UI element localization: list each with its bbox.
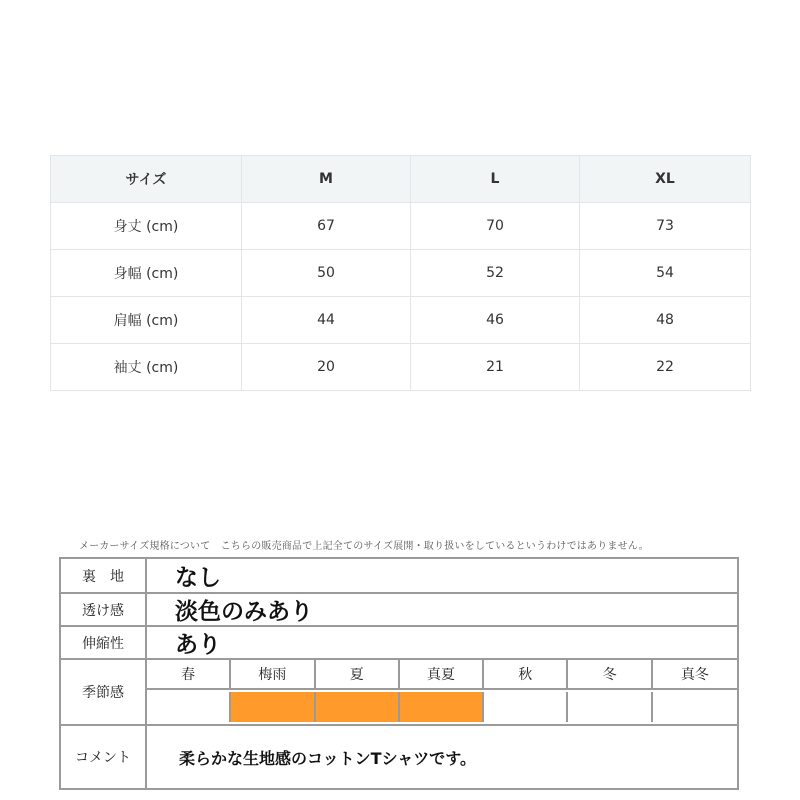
season-col-rainy: 梅雨 bbox=[231, 660, 315, 690]
measure-label: 袖丈 (cm) bbox=[51, 344, 242, 391]
season-cell-midwinter bbox=[653, 692, 737, 722]
comment-label: コメント bbox=[61, 726, 147, 788]
season-col-summer: 夏 bbox=[316, 660, 400, 690]
product-attributes-table bbox=[59, 557, 739, 790]
season-grid bbox=[147, 660, 737, 724]
season-cell-rainy bbox=[231, 692, 315, 722]
table-cell: 46 bbox=[411, 297, 580, 344]
measure-label: 身幅 (cm) bbox=[51, 250, 242, 297]
season-col-spring: 春 bbox=[147, 660, 231, 690]
sheer-label: 透け感 bbox=[61, 594, 147, 625]
season-col-autumn: 秋 bbox=[484, 660, 568, 690]
table-row bbox=[51, 250, 751, 297]
table-row bbox=[51, 344, 751, 391]
size-header-xl: XL bbox=[580, 156, 751, 203]
stretch-label: 伸縮性 bbox=[61, 627, 147, 658]
comment-value: 柔らかな生地感のコットンTシャツです。 bbox=[179, 748, 476, 768]
table-cell: 21 bbox=[411, 344, 580, 391]
season-label: 季節感 bbox=[61, 660, 147, 724]
measure-label: 肩幅 (cm) bbox=[51, 297, 242, 344]
size-header-label: サイズ bbox=[51, 156, 242, 203]
table-cell: 70 bbox=[411, 203, 580, 250]
table-cell: 44 bbox=[242, 297, 411, 344]
measure-label: 身丈 (cm) bbox=[51, 203, 242, 250]
size-header-l: L bbox=[411, 156, 580, 203]
table-cell: 22 bbox=[580, 344, 751, 391]
table-cell: 20 bbox=[242, 344, 411, 391]
table-cell: 48 bbox=[580, 297, 751, 344]
season-cell-autumn bbox=[484, 692, 568, 722]
size-header-m: M bbox=[242, 156, 411, 203]
comment-row bbox=[61, 726, 737, 788]
size-disclaimer: メーカーサイズ規格について こちらの販売商品で上記全てのサイズ展開・取り扱いをしているというわけではありません。 bbox=[79, 541, 649, 552]
sheer-value: 淡色のみあり bbox=[175, 599, 313, 625]
size-table bbox=[50, 155, 751, 391]
season-cell-summer bbox=[316, 692, 400, 722]
lining-label: 裏 地 bbox=[61, 559, 147, 592]
stretch-row bbox=[61, 627, 737, 660]
season-col-midsummer: 真夏 bbox=[400, 660, 484, 690]
table-cell: 67 bbox=[242, 203, 411, 250]
table-cell: 52 bbox=[411, 250, 580, 297]
table-row bbox=[51, 203, 751, 250]
season-col-midwinter: 真冬 bbox=[653, 660, 737, 690]
sheer-row bbox=[61, 594, 737, 627]
table-row bbox=[51, 297, 751, 344]
size-table-header-row bbox=[51, 156, 751, 203]
stretch-value: あり bbox=[175, 632, 221, 658]
lining-value: なし bbox=[175, 565, 221, 591]
lining-row bbox=[61, 559, 737, 594]
season-cell-winter bbox=[568, 692, 652, 722]
table-cell: 54 bbox=[580, 250, 751, 297]
season-cell-spring bbox=[147, 692, 231, 722]
season-cell-midsummer bbox=[400, 692, 484, 722]
season-col-winter: 冬 bbox=[568, 660, 652, 690]
table-cell: 50 bbox=[242, 250, 411, 297]
season-row bbox=[61, 660, 737, 726]
table-cell: 73 bbox=[580, 203, 751, 250]
